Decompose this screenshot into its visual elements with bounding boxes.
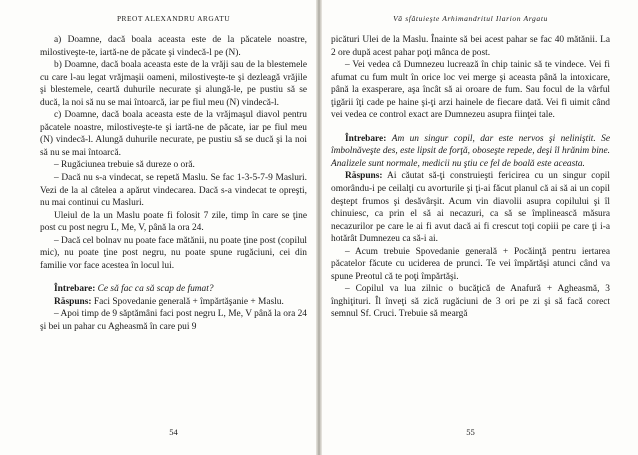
answer-paragraph — [331, 170, 610, 245]
answer-text: Faci Spovedanie generală + împărtăşanie + Maslu. — [93, 296, 284, 307]
answer-text: Ai căutat să-ţi construieşti fericirea cu un singur copil omorându-i pe ceilalţi cu avorturile şi ţi-ai făcut planul că ai să ai un copil deştept frumos şi desăvârşit. Acum vin diavolii asupra copilului şi îl chinuiesc, ca prin el să ai necazuri, ca să se împlinească măsura necazurilor pe care le ai fi avut dacă ai fi crescut toţi copiii pe care ţi i-a hotărât Dumnezeu ca să-i ai. — [331, 171, 610, 245]
book-gutter — [316, 0, 322, 455]
paragraph: Uleiul de la un Maslu poate fi folosit 7 zile, timp în care se ţine post cu post negru L, Me, V, până la ora 24. — [40, 210, 307, 234]
question-paragraph — [331, 133, 610, 171]
running-header-left: PREOT ALEXANDRU ARGATU — [116, 14, 231, 23]
paragraph: – Acum trebuie Spovedanie generală + Pocăinţă pentru iertarea păcatelor făcute cu uciderea de prunci. Te vei împărtăşi atunci când va spune Preotul că te poţi împărtăşi. — [331, 246, 610, 282]
question-paragraph — [40, 283, 307, 296]
page-number-left: 54 — [169, 427, 178, 437]
paragraph: – Dacă cel bolnav nu poate face mătănii, nu poate ţine post (copilul mic), nu poate ţine post negru, nu poate spune rugăciuni, cei din familie vor face acestea în locul lui. — [40, 235, 307, 271]
question-label: Întrebare: — [345, 133, 387, 144]
question-text: Am un singur copil, dar este nervos şi neliniştit. Se îmbolnăveşte des, este lipsit de forţă, oboseşte repede, deşi îl hrănim bine. Analizele sunt normale, medicii nu ştiu ce fel de boală este aceasta. — [331, 133, 610, 169]
right-page-text — [331, 34, 610, 321]
page-number-right: 55 — [466, 427, 475, 437]
paragraph: c) Doamne, dacă boala aceasta este de la vrăjmaşul diavol pentru păcatele noastre, milostiveşte-te şi iartă-ne de păcate, iar pe fiul meu (N) vindecă-l. Alungă duhurile necurate, pe pustiu să se ducă şi la noi să nu se mai întoarcă. — [40, 110, 307, 158]
paragraph: – Apoi timp de 9 săptămâni faci post negru L, Me, V până la ora 24 şi bei un pahar cu Agheasmă în care pui 9 — [40, 309, 307, 333]
paragraph: – Dacă nu s-a vindecat, se repetă Maslu. Se fac 1-3-5-7-9 Masluri. Vezi de la al câtelea a apărut vindecarea. Dacă s-a vindecat te opreşti, nu mai continui cu Masluri. — [40, 173, 307, 209]
running-header-right: Vă sfătuieşte Arhimandritul Ilarion Argatu — [393, 14, 548, 23]
paragraph: – Copilul va lua zilnic o bucăţică de Anafură + Agheasmă, 3 înghiţituri. Îl înveţi să zică rugăciuni de 3 ori pe zi şi să facă corect semnul Sf. Cruci. Trebuie să meargă — [331, 284, 610, 320]
question-label: Întrebare: — [54, 284, 96, 295]
right-page — [319, 0, 638, 455]
paragraph: picături Ulei de la Maslu. Înainte să bei acest pahar se fac 40 mătănii. La 2 ore după acest pahar poţi mânca de post. — [331, 35, 610, 58]
answer-label: Răspuns: — [54, 296, 92, 307]
paragraph: – Rugăciunea trebuie să dureze o oră. — [54, 160, 195, 171]
answer-paragraph — [40, 296, 307, 309]
paragraph: b) Doamne, dacă boala aceasta este de la vrăji sau de la blestemele cu care l-au legat vrăjmaşii oameni, milostiveşte-te şi dezleagă vrăjile şi blestemele, ceartă duhurile necurate şi alungă-le, pe pustiu să se ducă, la noi să nu se mai întoarcă, iar pe fiul meu (N) vindecă-l. — [40, 60, 307, 108]
answer-label: Răspuns: — [345, 171, 383, 182]
left-page-text — [40, 34, 307, 334]
paragraph: a) Doamne, dacă boala aceasta este de la păcatele noastre, milostiveşte-te, iartă-ne de păcate şi vindecă-l pe (N). — [40, 35, 307, 58]
paragraph: – Vei vedea că Dumnezeu lucrează în chip tainic să te vindece. Vei fi afumat cu fum mult în orice loc vei merge şi aceasta până la intoxicare, până la exasperare, aşa încât să ai oroare de fum. Sau focul de la vârful ţigării îţi cade pe haine şi-ţi arzi hainele de fiecare dată. Vei fi uimit când vei vedea ce control exact are Dumnezeu asupra fiinţei tale. — [331, 60, 610, 121]
question-text: Ce să fac ca să scap de fumat? — [97, 284, 214, 295]
